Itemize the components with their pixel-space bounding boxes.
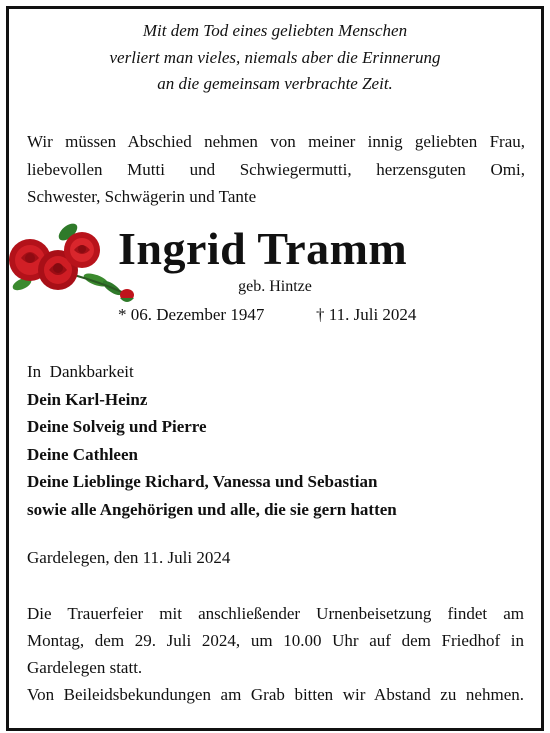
quote-line-3: an die gemeinsam verbrachte Zeit. [157, 74, 393, 93]
mourner-line: Deine Lieblinge Richard, Vanessa und Sebastian [27, 472, 378, 491]
funeral-line-3: Gardelegen statt. [27, 658, 143, 677]
place-and-date: Gardelegen, den 11. Juli 2024 [27, 548, 231, 567]
funeral-line-2: Montag, dem 29. Juli 2024, um 10.00 Uhr auf dem Friedhof in [27, 631, 524, 650]
mourner-line: sowie alle Angehörigen und alle, die sie gern hatten [27, 499, 397, 519]
deceased-name: Ingrid Tramm [118, 223, 408, 274]
intro-line-1: Wir müssen Abschied nehmen von meiner innig geliebten Frau, [27, 132, 525, 151]
mourner-line: Dein Karl-Heinz [27, 389, 148, 409]
death-date: † 11. Juli 2024 [316, 305, 417, 324]
birth-date: * 06. Dezember 1947 [118, 305, 265, 324]
birth-name: geb. Hintze [238, 278, 312, 295]
memorial-quote [0, 18, 550, 98]
gratitude-heading: In Dankbarkeit [27, 362, 134, 381]
quote-line-2: verliert man vieles, niemals aber die Erinnerung [109, 47, 441, 67]
mourner-line: Deine Solveig und Pierre [27, 417, 207, 436]
funeral-line-4: Von Beileidsbekundungen am Grab bitten wir Abstand zu nehmen. [27, 685, 524, 704]
quote-line-1: Mit dem Tod eines geliebten Menschen [142, 21, 408, 40]
intro-line-3: Schwester, Schwägerin und Tante [27, 187, 257, 206]
mourner-line: Deine Cathleen [27, 444, 138, 464]
mourners-list [27, 358, 397, 523]
intro-text [27, 128, 525, 211]
intro-line-2: liebevollen Mutti und Schwiegermutti, herzensguten Omi, [27, 159, 525, 179]
funeral-line-1: Die Trauerfeier mit anschließender Urnenbeisetzung findet am [27, 604, 524, 623]
funeral-notice [27, 600, 524, 708]
